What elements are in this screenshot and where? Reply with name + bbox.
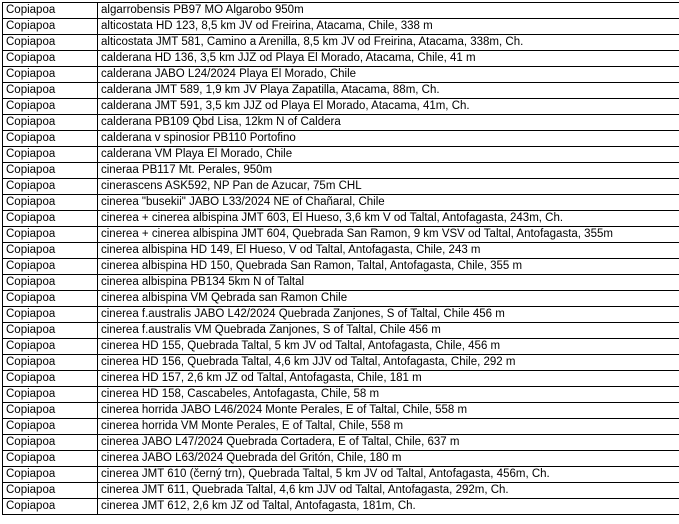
genus-cell[interactable]: Copiapoa [3,339,98,355]
genus-cell[interactable]: Copiapoa [3,67,98,83]
table-row [3,403,679,419]
description-cell[interactable]: cinerea albispina HD 149, El Hueso, V od Taltal, Antofagasta, Chile, 243 m [98,243,679,259]
genus-cell[interactable]: Copiapoa [3,355,98,371]
description-cell[interactable]: cinerascens ASK592, NP Pan de Azucar, 75m CHL [98,179,679,195]
table-body [3,3,679,515]
description-cell[interactable]: cinerea "busekii" JABO L33/2024 NE of Chañaral, Chile [98,195,679,211]
description-cell[interactable]: cinerea + cinerea albispina JMT 603, El Hueso, 3,6 km V od Taltal, Antofagasta, 243m, Ch. [98,211,679,227]
genus-cell[interactable]: Copiapoa [3,323,98,339]
description-cell[interactable]: calderana v spinosior PB110 Portofino [98,131,679,147]
genus-cell[interactable]: Copiapoa [3,243,98,259]
genus-cell[interactable]: Copiapoa [3,467,98,483]
genus-cell[interactable]: Copiapoa [3,147,98,163]
genus-cell[interactable]: Copiapoa [3,19,98,35]
description-cell[interactable]: cinerea f.australis VM Quebrada Zanjones, S of Taltal, Chile 456 m [98,323,679,339]
table-row [3,483,679,499]
table-row [3,67,679,83]
genus-cell[interactable]: Copiapoa [3,307,98,323]
description-cell[interactable]: calderana VM Playa El Morado, Chile [98,147,679,163]
genus-cell[interactable]: Copiapoa [3,51,98,67]
table-row [3,163,679,179]
genus-cell[interactable]: Copiapoa [3,131,98,147]
table-row [3,115,679,131]
description-cell[interactable]: cineraa PB117 Mt. Perales, 950m [98,163,679,179]
table-row [3,19,679,35]
table-row [3,259,679,275]
table-row [3,419,679,435]
description-cell[interactable]: cinerea JABO L47/2024 Quebrada Cortadera, E of Taltal, Chile, 637 m [98,435,679,451]
table-row [3,35,679,51]
description-cell[interactable]: cinerea JABO L63/2024 Quebrada del Gritón, Chile, 180 m [98,451,679,467]
table-row [3,387,679,403]
genus-cell[interactable]: Copiapoa [3,403,98,419]
genus-cell[interactable]: Copiapoa [3,419,98,435]
table-row [3,371,679,387]
description-cell[interactable]: calderana PB109 Qbd Lisa, 12km N of Caldera [98,115,679,131]
genus-cell[interactable]: Copiapoa [3,387,98,403]
table-row [3,227,679,243]
genus-cell[interactable]: Copiapoa [3,83,98,99]
table-row [3,243,679,259]
table-row [3,275,679,291]
description-cell[interactable]: alticostata JMT 581, Camino a Arenilla, 8,5 km JV od Freirina, Atacama, 338m, Ch. [98,35,679,51]
genus-cell[interactable]: Copiapoa [3,3,98,19]
genus-cell[interactable]: Copiapoa [3,35,98,51]
genus-cell[interactable]: Copiapoa [3,163,98,179]
description-cell[interactable]: cinerea HD 155, Quebrada Taltal, 5 km JV od Taltal, Antofagasta, Chile, 456 m [98,339,679,355]
genus-cell[interactable]: Copiapoa [3,115,98,131]
table-row [3,131,679,147]
description-cell[interactable]: calderana JMT 591, 3,5 km JJZ od Playa El Morado, Atacama, 41m, Ch. [98,99,679,115]
description-cell[interactable]: calderana HD 136, 3,5 km JJZ od Playa El Morado, Atacama, Chile, 41 m [98,51,679,67]
description-cell[interactable]: cinerea albispina PB134 5km N of Taltal [98,275,679,291]
table-row [3,323,679,339]
table-row [3,435,679,451]
description-cell[interactable]: cinerea horrida VM Monte Perales, E of Taltal, Chile, 558 m [98,419,679,435]
table-row [3,3,679,19]
genus-cell[interactable]: Copiapoa [3,275,98,291]
genus-cell[interactable]: Copiapoa [3,483,98,499]
genus-cell[interactable]: Copiapoa [3,211,98,227]
table-row [3,99,679,115]
table-row [3,147,679,163]
genus-cell[interactable]: Copiapoa [3,451,98,467]
table-row [3,467,679,483]
description-cell[interactable]: calderana JMT 589, 1,9 km JV Playa Zapatilla, Atacama, 88m, Ch. [98,83,679,99]
description-cell[interactable]: cinerea albispina VM Qebrada san Ramon Chile [98,291,679,307]
table-row [3,355,679,371]
genus-cell[interactable]: Copiapoa [3,195,98,211]
description-cell[interactable]: cinerea HD 158, Cascabeles, Antofagasta, Chile, 58 m [98,387,679,403]
description-cell[interactable]: cinerea HD 157, 2,6 km JZ od Taltal, Antofagasta, Chile, 181 m [98,371,679,387]
spreadsheet [2,2,679,515]
description-cell[interactable]: cinerea JMT 612, 2,6 km JZ od Taltal, Antofagasta, 181m, Ch. [98,499,679,515]
genus-cell[interactable]: Copiapoa [3,371,98,387]
species-table [2,2,679,515]
table-row [3,307,679,323]
genus-cell[interactable]: Copiapoa [3,291,98,307]
table-row [3,83,679,99]
description-cell[interactable]: cinerea horrida JABO L46/2024 Monte Perales, E of Taltal, Chile, 558 m [98,403,679,419]
table-row [3,291,679,307]
table-row [3,451,679,467]
genus-cell[interactable]: Copiapoa [3,499,98,515]
description-cell[interactable]: cinerea albispina HD 150, Quebrada San Ramon, Taltal, Antofagasta, Chile, 355 m [98,259,679,275]
description-cell[interactable]: cinerea JMT 610 (černý trn), Quebrada Taltal, 5 km JV od Taltal, Antofagasta, 456m, Ch. [98,467,679,483]
description-cell[interactable]: cinerea JMT 611, Quebrada Taltal, 4,6 km JJV od Taltal, Antofagasta, 292m, Ch. [98,483,679,499]
genus-cell[interactable]: Copiapoa [3,227,98,243]
description-cell[interactable]: alticostata HD 123, 8,5 km JV od Freirina, Atacama, Chile, 338 m [98,19,679,35]
table-row [3,179,679,195]
description-cell[interactable]: cinerea f.australis JABO L42/2024 Quebrada Zanjones, S of Taltal, Chile 456 m [98,307,679,323]
description-cell[interactable]: calderana JABO L24/2024 Playa El Morado, Chile [98,67,679,83]
genus-cell[interactable]: Copiapoa [3,435,98,451]
table-row [3,499,679,515]
genus-cell[interactable]: Copiapoa [3,259,98,275]
genus-cell[interactable]: Copiapoa [3,99,98,115]
table-row [3,211,679,227]
table-row [3,51,679,67]
description-cell[interactable]: cinerea + cinerea albispina JMT 604, Quebrada San Ramon, 9 km VSV od Taltal, Antofagasta, 355m [98,227,679,243]
table-row [3,339,679,355]
description-cell[interactable]: cinerea HD 156, Quebrada Taltal, 4,6 km JJV od Taltal, Antofagasta, Chile, 292 m [98,355,679,371]
genus-cell[interactable]: Copiapoa [3,179,98,195]
description-cell[interactable]: algarrobensis PB97 MO Algarobo 950m [98,3,679,19]
table-row [3,195,679,211]
